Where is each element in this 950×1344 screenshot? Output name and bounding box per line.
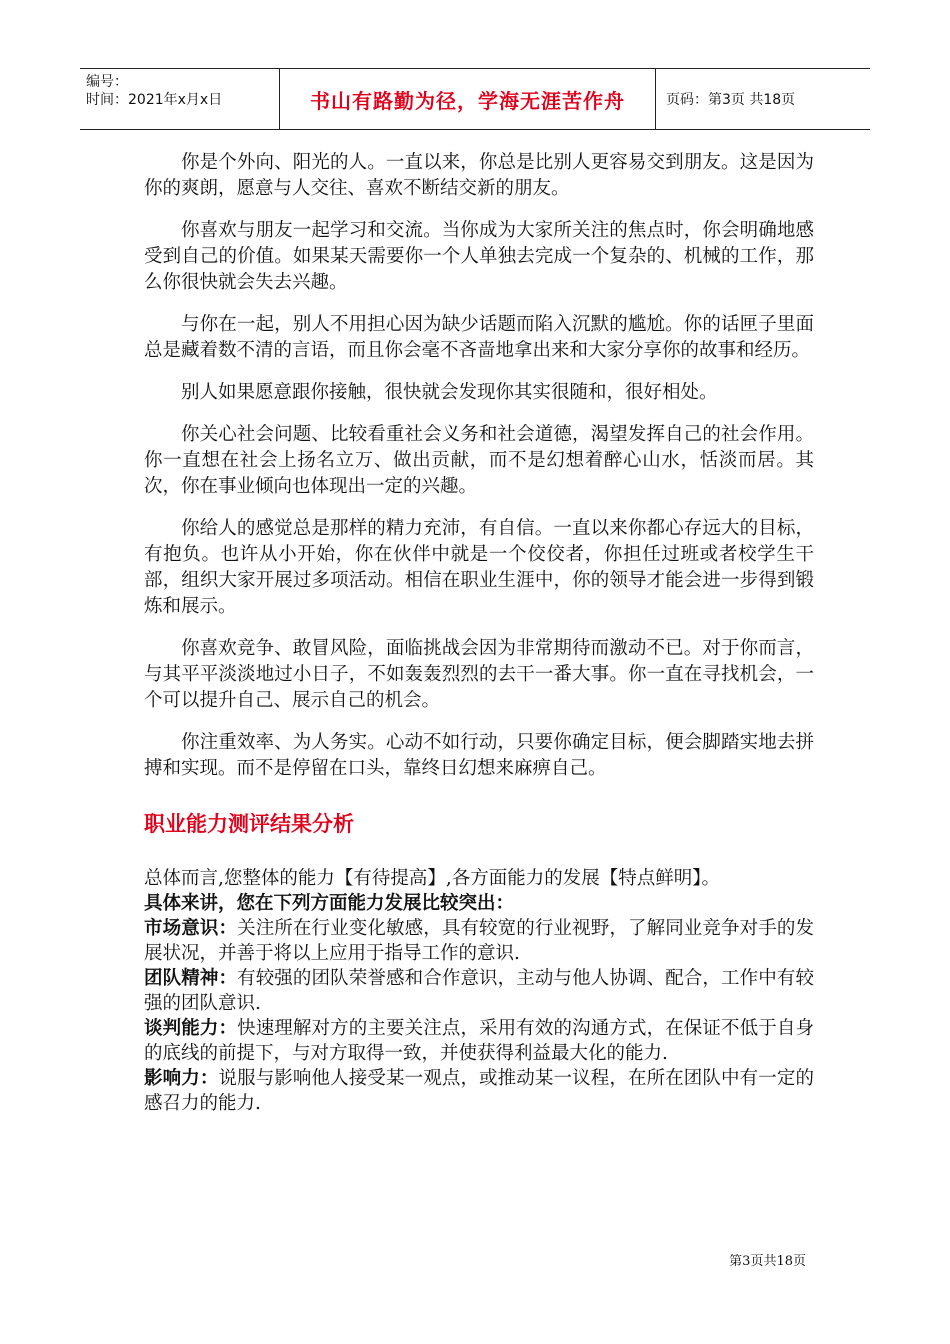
body-paragraph: 别人如果愿意跟你接触，很快就会发现你其实很随和，很好相处。	[181, 382, 718, 403]
ability-term: 谈判能力：	[144, 1018, 238, 1039]
ability-item	[144, 1066, 814, 1116]
ability-desc: 关注所在行业变化敏感，具有较宽的行业视野，了解同业竞争对手的发展状况，并善于将以上应用于指导工作的意识.	[144, 918, 814, 964]
body-paragraph: 你给人的感觉总是那样的精力充沛，有自信。一直以来你都心存远大的目标，有抱负。也许从小开始，你在伙伴中就是一个佼佼者，你担任过班或者校学生干部，组织大家开展过多项活动。相信在职业生涯中，你的领导才能会进一步得到锻炼和展示。	[144, 518, 814, 617]
header-motto: 书山有路勤为径，学海无涯苦作舟	[280, 69, 656, 129]
page-footer: 第3页共18页	[729, 1254, 806, 1269]
body-paragraph: 你关心社会问题、比较看重社会义务和社会道德，渴望发挥自己的社会作用。你一直想在社会上扬名立万、做出贡献，而不是幻想着醉心山水，恬淡而居。其次，你在事业倾向也体现出一定的兴趣。	[144, 424, 814, 497]
overview-text: 总体而言,您整体的能力【有待提高】,各方面能力的发展【特点鲜明】。	[144, 868, 721, 889]
document-body	[144, 150, 814, 1116]
ability-item	[144, 966, 814, 1016]
ability-term: 市场意识：	[144, 918, 238, 939]
document-date-label: 时间：2021年x月x日	[86, 92, 223, 108]
subheading: 具体来讲，您在下列方面能力发展比较突出：	[144, 893, 515, 914]
ability-desc: 有较强的团队荣誉感和合作意识，主动与他人协调、配合，工作中有较强的团队意识.	[144, 968, 814, 1014]
header-page-number: 页码：第3页 共18页	[666, 92, 796, 108]
ability-term: 团队精神：	[144, 968, 238, 989]
body-paragraph: 你喜欢与朋友一起学习和交流。当你成为大家所关注的焦点时，你会明确地感受到自己的价值。如果某天需要你一个人单独去完成一个复杂的、机械的工作，那么你很快就会失去兴趣。	[144, 220, 814, 293]
section-title: 职业能力测评结果分析	[144, 812, 354, 836]
page-header	[80, 68, 870, 130]
header-meta	[80, 69, 280, 129]
body-paragraph: 你注重效率、为人务实。心动不如行动，只要你确定目标，便会脚踏实地去拼搏和实现。而不是停留在口头，靠终日幻想来麻痹自己。	[144, 732, 814, 779]
ability-item	[144, 916, 814, 966]
document-number-label: 编号：	[86, 74, 128, 90]
body-paragraph: 与你在一起，别人不用担心因为缺少话题而陷入沉默的尴尬。你的话匣子里面总是藏着数不清的言语，而且你会毫不吝啬地拿出来和大家分享你的故事和经历。	[144, 314, 814, 361]
body-paragraph: 你是个外向、阳光的人。一直以来，你总是比别人更容易交到朋友。这是因为你的爽朗，愿意与人交往、喜欢不断结交新的朋友。	[144, 152, 814, 199]
body-paragraph: 你喜欢竞争、敢冒风险，面临挑战会因为非常期待而激动不已。对于你而言，与其平平淡淡地过小日子，不如轰轰烈烈的去干一番大事。你一直在寻找机会，一个可以提升自己、展示自己的机会。	[144, 638, 814, 711]
ability-item	[144, 1016, 814, 1066]
ability-summary	[144, 866, 814, 1116]
ability-desc: 快速理解对方的主要关注点，采用有效的沟通方式，在保证不低于自身的底线的前提下，与对方取得一致，并使获得利益最大化的能力.	[144, 1018, 814, 1064]
ability-term: 影响力：	[144, 1068, 219, 1089]
ability-desc: 说服与影响他人接受某一观点，或推动某一议程，在所在团队中有一定的感召力的能力.	[144, 1068, 814, 1114]
